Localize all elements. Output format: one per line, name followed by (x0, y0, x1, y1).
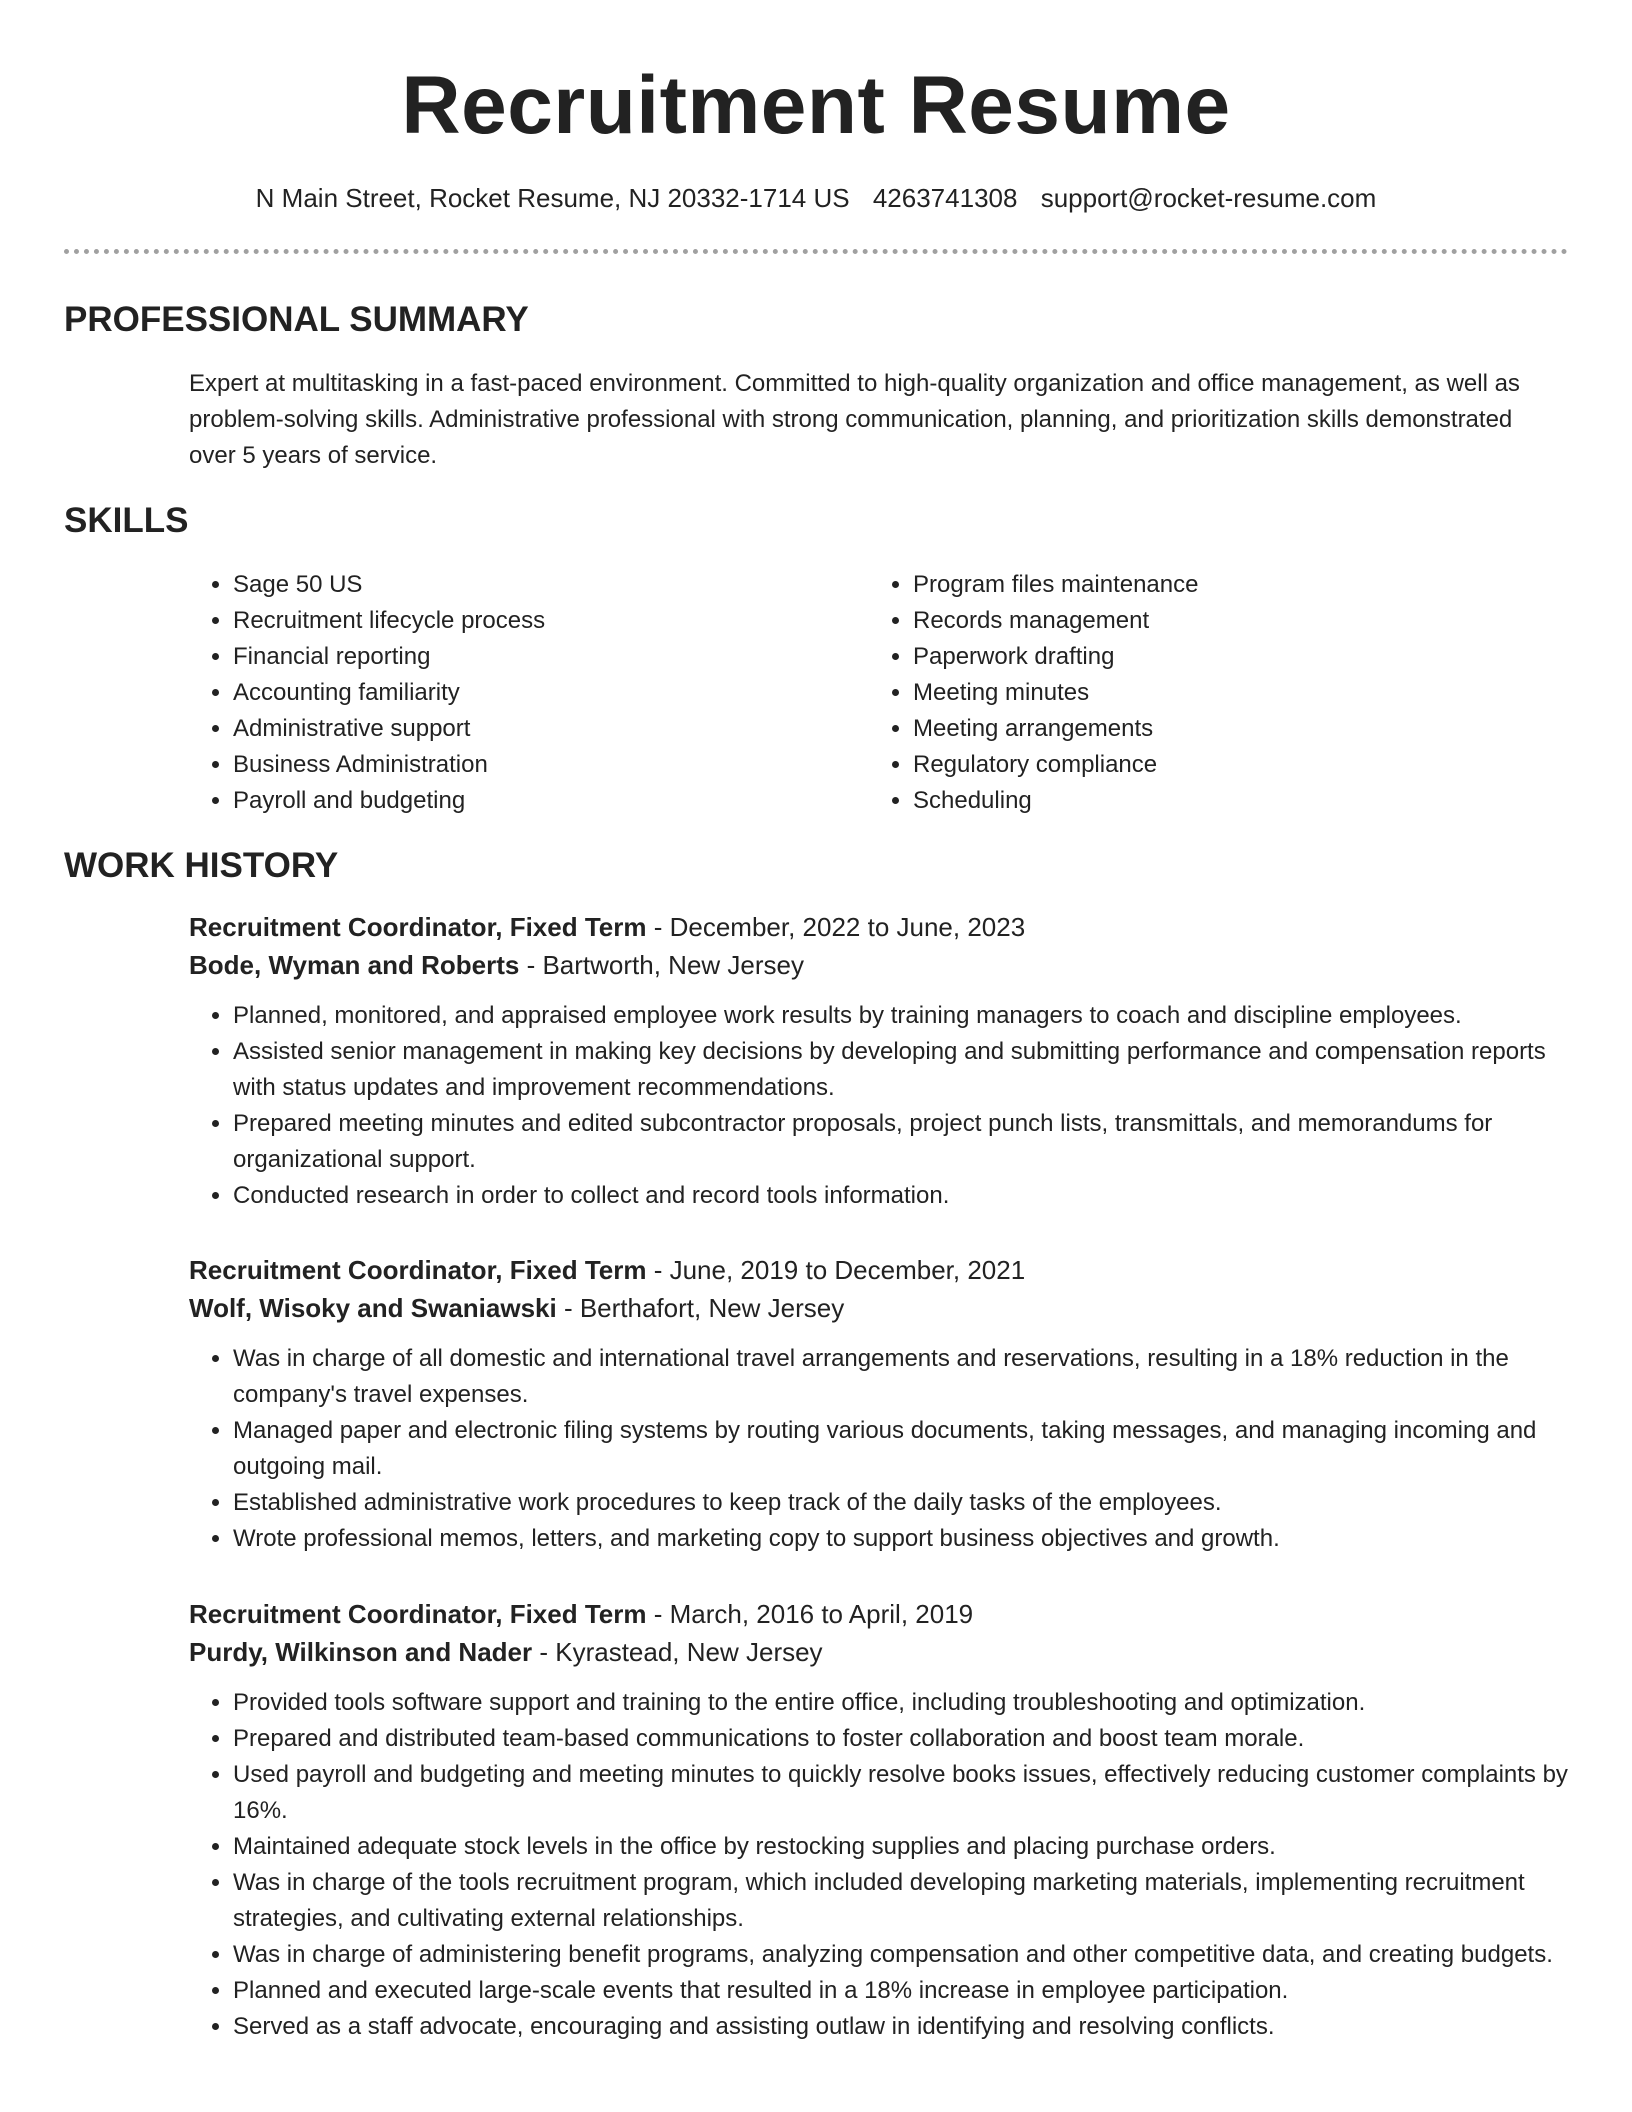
job-bullet: • Wrote professional memos, letters, and marketing copy to support business objectives and growth. (233, 1521, 1569, 1557)
job-bullet: • Conducted research in order to collect and record tools information. (233, 1178, 1569, 1214)
job-bullet: • Was in charge of administering benefit programs, analyzing compensation and other competitive data, and creating budgets. (233, 1937, 1569, 1973)
skill-item: • Records management (913, 603, 1513, 639)
job-bullet: • Served as a staff advocate, encouraging and assisting outlaw in identifying and resolving conflicts. (233, 2009, 1569, 2045)
skills-heading: SKILLS (64, 501, 189, 540)
skills-list-right (869, 567, 1513, 819)
job-entry (189, 908, 1569, 1214)
header-divider (64, 249, 1568, 254)
job-entry (189, 1251, 1569, 1557)
skill-item: • Paperwork drafting (913, 639, 1513, 675)
contact-phone: 4263741308 (872, 183, 1018, 213)
skill-item: • Meeting arrangements (913, 711, 1513, 747)
job-dates: - December, 2022 to June, 2023 (646, 912, 1026, 942)
job-dates: - June, 2019 to December, 2021 (646, 1255, 1026, 1285)
skill-item: • Recruitment lifecycle process (233, 603, 833, 639)
job-company-line (189, 1289, 1569, 1327)
job-bullet-list (189, 998, 1569, 1214)
skill-item: • Administrative support (233, 711, 833, 747)
job-bullet: • Maintained adequate stock levels in the office by restocking supplies and placing purchase orders. (233, 1829, 1569, 1865)
skill-item: • Regulatory compliance (913, 747, 1513, 783)
job-dates: - March, 2016 to April, 2019 (646, 1599, 974, 1629)
job-bullet: • Was in charge of the tools recruitment program, which included developing marketing materials, implementing recruitment strategies, and cultivating external relationships. (233, 1865, 1569, 1937)
job-company: Purdy, Wilkinson and Nader (189, 1637, 533, 1667)
summary-text: Expert at multitasking in a fast-paced environment. Committed to high-quality organization and office management, as well as problem-solving skills. Administrative professional with strong communication, planning, and prioritization skills demonstrated over 5 years of service. (189, 370, 1520, 469)
job-bullet-list (189, 1341, 1569, 1557)
resume-name: Recruitment Resume (401, 60, 1231, 151)
job-title: Recruitment Coordinator, Fixed Term (189, 912, 647, 942)
job-bullet: • Prepared meeting minutes and edited subcontractor proposals, project punch lists, transmittals, and memorandums for organizational support. (233, 1106, 1569, 1178)
skill-item: • Payroll and budgeting (233, 783, 833, 819)
skills-list-left (189, 567, 833, 819)
job-bullet: • Provided tools software support and training to the entire office, including troubleshooting and optimization. (233, 1685, 1569, 1721)
job-company-line (189, 1633, 1569, 1671)
job-title-line (189, 1595, 1569, 1633)
job-entry (189, 1595, 1569, 2045)
contact-email: support@rocket-resume.com (1040, 183, 1377, 213)
skill-item: • Sage 50 US (233, 567, 833, 603)
job-bullet: • Was in charge of all domestic and international travel arrangements and reservations, resulting in a 18% reduction in the company's travel expenses. (233, 1341, 1569, 1413)
job-title-line (189, 1251, 1569, 1289)
summary-heading: PROFESSIONAL SUMMARY (64, 300, 529, 339)
job-bullet: • Prepared and distributed team-based communications to foster collaboration and boost team morale. (233, 1721, 1569, 1757)
skill-item: • Scheduling (913, 783, 1513, 819)
job-location: - Kyrastead, New Jersey (532, 1637, 823, 1667)
job-bullet: • Assisted senior management in making key decisions by developing and submitting performance and compensation reports with status updates and improvement recommendations. (233, 1034, 1569, 1106)
job-bullet-list (189, 1685, 1569, 2045)
job-title: Recruitment Coordinator, Fixed Term (189, 1599, 647, 1629)
job-bullet: • Established administrative work procedures to keep track of the daily tasks of the employees. (233, 1485, 1569, 1521)
job-title: Recruitment Coordinator, Fixed Term (189, 1255, 647, 1285)
work-history-heading: WORK HISTORY (64, 846, 339, 885)
skill-item: • Business Administration (233, 747, 833, 783)
job-location: - Bartworth, New Jersey (519, 950, 804, 980)
job-company: Wolf, Wisoky and Swaniawski (189, 1293, 557, 1323)
skill-item: • Financial reporting (233, 639, 833, 675)
job-title-line (189, 908, 1569, 946)
job-location: - Berthafort, New Jersey (556, 1293, 845, 1323)
skill-item: • Program files maintenance (913, 567, 1513, 603)
skill-item: • Accounting familiarity (233, 675, 833, 711)
job-bullet: • Used payroll and budgeting and meeting minutes to quickly resolve books issues, effectively reducing customer complaints by 16%. (233, 1757, 1569, 1829)
job-bullet: • Managed paper and electronic filing systems by routing various documents, taking messages, and managing incoming and outgoing mail. (233, 1413, 1569, 1485)
job-company: Bode, Wyman and Roberts (189, 950, 520, 980)
contact-address: N Main Street, Rocket Resume, NJ 20332-1714 US (255, 183, 850, 213)
job-company-line (189, 946, 1569, 984)
contact-line (0, 181, 1632, 215)
skill-item: • Meeting minutes (913, 675, 1513, 711)
job-bullet: • Planned, monitored, and appraised employee work results by training managers to coach and discipline employees. (233, 998, 1569, 1034)
job-bullet: • Planned and executed large-scale events that resulted in a 18% increase in employee participation. (233, 1973, 1569, 2009)
